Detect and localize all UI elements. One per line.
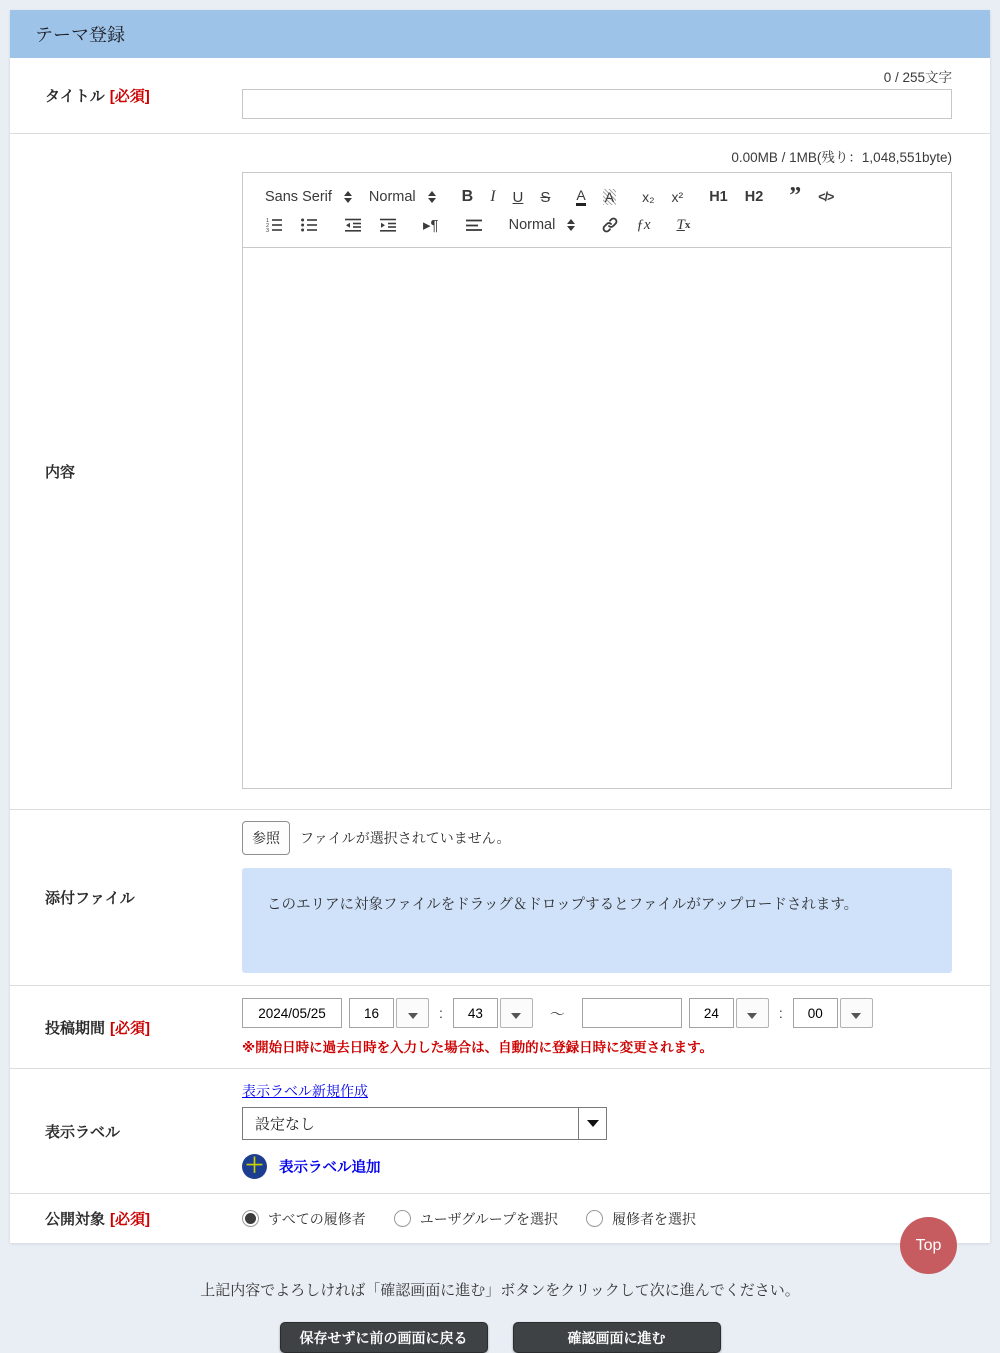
align-icon [465, 216, 483, 234]
target-label: 公開対象 [45, 1211, 106, 1228]
period-separator: ～ [549, 1005, 565, 1023]
attachment-row [10, 809, 990, 985]
start-hour-input[interactable] [349, 998, 394, 1028]
bold-button[interactable]: B [461, 188, 474, 205]
italic-button[interactable]: I [490, 188, 496, 205]
radio-select-students[interactable]: 履修者を選択 [586, 1209, 696, 1229]
background-color-button[interactable]: A [604, 189, 615, 205]
page-title: テーマ登録 [35, 25, 125, 45]
title-row [10, 58, 990, 133]
chevron-down-icon [747, 1013, 757, 1019]
content-size-counter: 0.00MB / 1MB(残り：1,048,551byte) [731, 150, 952, 165]
dropzone-text: このエリアに対象ファイルをドラッグ＆ドロップするとファイルがアップロードされます。 [267, 897, 859, 913]
display-label: 表示ラベル [45, 1123, 121, 1141]
proceed-to-confirmation-button[interactable]: 確認画面に進む [513, 1322, 721, 1353]
indent-icon [379, 216, 397, 234]
picker-arrows-icon [428, 191, 436, 203]
start-minute-dropdown-button[interactable] [500, 998, 533, 1028]
picker-arrows-icon [344, 191, 352, 203]
title-label: タイトル [45, 88, 105, 105]
editor-toolbar [243, 173, 951, 248]
underline-button[interactable]: U [512, 188, 524, 206]
svg-text:3: 3 [266, 228, 270, 234]
picker-arrows-icon [567, 219, 575, 231]
display-label-select[interactable] [242, 1107, 607, 1140]
outdent-icon [344, 216, 362, 234]
period-warning-note: ※開始日時に過去日時を入力した場合は、自動的に登録日時に変更されます。 [242, 1040, 714, 1055]
file-dropzone[interactable] [242, 868, 952, 973]
formula-button[interactable]: ƒx [636, 216, 651, 233]
radio-user-group[interactable]: ユーザグループを選択 [394, 1209, 558, 1229]
outdent-button[interactable] [344, 216, 362, 234]
scroll-to-top-button[interactable]: Top [900, 1217, 957, 1274]
create-display-label-link[interactable]: 表示ラベル新規作成 [242, 1083, 368, 1099]
title-input[interactable] [242, 89, 952, 119]
page-title-bar [10, 10, 990, 58]
radio-unchecked-icon [586, 1210, 603, 1227]
heading2-button[interactable]: H2 [744, 188, 764, 205]
subscript-button[interactable]: x₂ [642, 189, 655, 205]
chevron-down-icon [851, 1013, 861, 1019]
ordered-list-button[interactable] [265, 216, 283, 234]
footer [0, 1279, 1000, 1353]
end-hour-input[interactable] [689, 998, 734, 1028]
publication-target-row [10, 1193, 990, 1243]
period-label: 投稿期間 [45, 1019, 106, 1037]
ordered-list-icon [265, 216, 283, 234]
start-hour-dropdown-button[interactable] [396, 998, 429, 1028]
bullet-list-icon [300, 216, 318, 234]
back-without-saving-button[interactable]: 保存せずに前の画面に戻る [280, 1322, 488, 1353]
content-label: 内容 [45, 464, 76, 481]
code-block-button[interactable]: </> [818, 189, 834, 204]
end-minute-input[interactable] [793, 998, 838, 1028]
rich-text-editor [242, 172, 952, 789]
add-label-plus-icon[interactable]: ＋ [242, 1154, 267, 1179]
radio-unchecked-icon [394, 1210, 411, 1227]
select-dropdown-button[interactable] [578, 1108, 606, 1139]
content-label-cell [10, 134, 242, 809]
chevron-down-icon [587, 1120, 599, 1127]
no-file-selected-text: ファイルが選択されていません。 [300, 830, 511, 846]
size-picker[interactable] [509, 217, 576, 233]
display-label-cell [10, 1069, 242, 1193]
size-picker-value: Normal [508, 217, 556, 233]
target-required-badge: [必須] [110, 1211, 151, 1228]
link-button[interactable] [601, 216, 619, 234]
end-hour-dropdown-button[interactable] [736, 998, 769, 1028]
end-minute-dropdown-button[interactable] [840, 998, 873, 1028]
radio-all-students[interactable]: すべての履修者 [242, 1209, 366, 1229]
attachment-label: 添付ファイル [45, 890, 135, 907]
svg-text:2: 2 [266, 223, 270, 229]
chevron-down-icon [408, 1013, 418, 1019]
display-label-select-value: 設定なし [255, 1116, 316, 1133]
start-date-input[interactable] [242, 998, 342, 1028]
target-label-cell [10, 1194, 242, 1243]
chevron-down-icon [511, 1013, 521, 1019]
time-colon: : [439, 1005, 443, 1021]
link-icon [601, 216, 619, 234]
bullet-list-button[interactable] [300, 216, 318, 234]
title-label-cell [10, 58, 242, 133]
title-required-badge: [必須] [109, 88, 150, 105]
text-color-button[interactable]: A [576, 188, 585, 206]
add-display-label-link[interactable]: 表示ラベル追加 [279, 1160, 381, 1176]
title-char-counter: 0 / 255文字 [883, 70, 952, 85]
font-picker-value: Sans Serif [265, 189, 332, 205]
content-row [10, 133, 990, 809]
indent-button[interactable] [379, 216, 397, 234]
browse-file-button[interactable]: 参照 [242, 821, 290, 855]
display-label-row [10, 1068, 990, 1193]
header-picker[interactable] [369, 189, 436, 205]
heading1-button[interactable]: H1 [709, 188, 728, 205]
period-label-cell [10, 986, 242, 1068]
strikethrough-button[interactable]: S [540, 188, 551, 206]
confirmation-instruction: 上記内容でよろしければ「確認画面に進む」ボタンをクリックして次に進んでください。 [200, 1282, 800, 1299]
theme-registration-form [10, 10, 990, 1243]
svg-text:1: 1 [266, 218, 270, 224]
text-direction-button[interactable]: ▸¶ [423, 216, 439, 234]
clear-formatting-button[interactable]: T x [676, 216, 691, 233]
header-picker-value: Normal [368, 189, 416, 205]
font-picker[interactable] [265, 189, 352, 205]
blockquote-button[interactable]: ” [789, 183, 802, 210]
radio-checked-icon [242, 1210, 259, 1227]
end-date-input[interactable] [582, 998, 682, 1028]
attachment-label-cell [10, 810, 242, 985]
start-minute-input[interactable] [453, 998, 498, 1028]
superscript-button[interactable]: x² [671, 189, 684, 205]
posting-period-row [10, 985, 990, 1068]
time-colon: : [778, 1005, 783, 1021]
align-button[interactable] [465, 216, 483, 234]
period-required-badge: [必須] [110, 1019, 151, 1037]
editor-text-area[interactable] [243, 248, 951, 788]
